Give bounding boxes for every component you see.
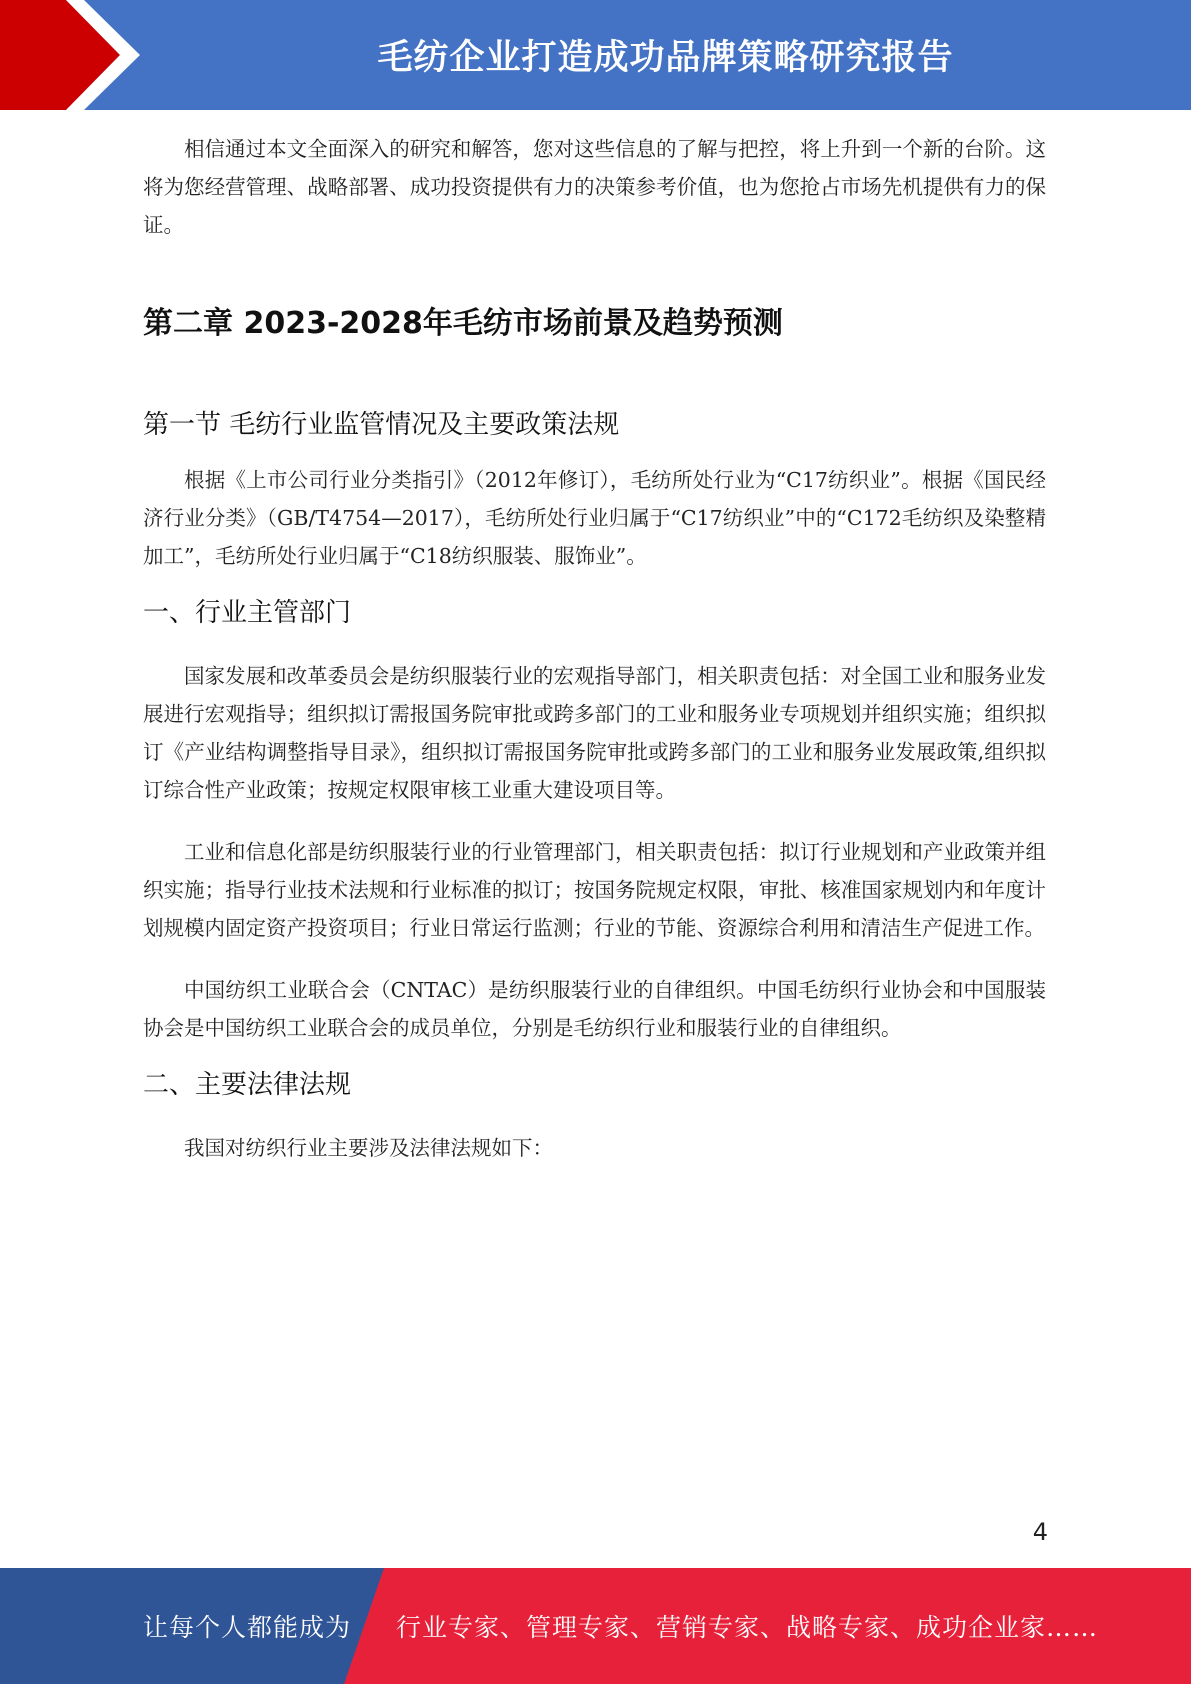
page-number: 4 — [1032, 1518, 1048, 1546]
section-title: 第一节 毛纺行业监管情况及主要政策法规 — [143, 410, 620, 440]
chapter-title: 第二章 2023-2028年毛纺市场前景及趋势预测 — [143, 306, 783, 341]
section-paragraph: 根据《上市公司行业分类指引》（2012年修订），毛纺所处行业为“C17纺织业”。根据《国民经济行业分类》（GB/T4754—2017），毛纺所处行业归属于“C17纺织业”中的“C172毛纺织及染整精加工”，毛纺所处行业归属于“C18纺织服装、服饰业”。 — [143, 468, 1046, 568]
subsection-title-regulators: 一、行业主管部门 — [143, 598, 352, 628]
paragraph-cntac: 中国纺织工业联合会（CNTAC）是纺织服装行业的自律组织。中国毛纺织行业协会和中国服装协会是中国纺织工业联合会的成员单位，分别是毛纺织行业和服装行业的自律组织。 — [143, 978, 1046, 1040]
laws-intro-paragraph: 我国对纺织行业主要涉及法律法规如下： — [184, 1136, 553, 1160]
page-header-band — [0, 0, 1191, 110]
report-title: 毛纺企业打造成功品牌策略研究报告 — [377, 38, 954, 78]
subsection-title-laws: 二、主要法律法规 — [143, 1070, 352, 1100]
paragraph-miit: 工业和信息化部是纺织服装行业的行业管理部门，相关职责包括：拟订行业规划和产业政策并组织实施；指导行业技术法规和行业标准的拟订；按国务院规定权限，审批、核准国家规划内和年度计划规模内固定资产投资项目；行业日常运行监测；行业的节能、资源综合利用和清洁生产促进工作。 — [143, 840, 1046, 940]
intro-paragraph: 相信通过本文全面深入的研究和解答，您对这些信息的了解与把控，将上升到一个新的台阶。这将为您经营管理、战略部署、成功投资提供有力的决策参考价值，也为您抢占市场先机提供有力的保证。 — [143, 137, 1046, 237]
page-footer-band — [0, 1568, 1191, 1684]
paragraph-ndrc: 国家发展和改革委员会是纺织服装行业的宏观指导部门，相关职责包括：对全国工业和服务业发展进行宏观指导；组织拟订需报国务院审批或跨多部门的工业和服务业专项规划并组织实施；组织拟订《产业结构调整指导目录》，组织拟订需报国务院审批或跨多部门的工业和服务业发展政策,组织拟订综合性产业政策；按规定权限审核工业重大建设项目等。 — [143, 664, 1046, 802]
footer-slogan-left: 让每个人都能成为 — [143, 1613, 352, 1642]
footer-slogan-right: 行业专家、管理专家、营销专家、战略专家、成功企业家…… — [396, 1613, 1099, 1642]
page-content — [143, 130, 1046, 1167]
red-chevron-decoration — [0, 0, 145, 110]
